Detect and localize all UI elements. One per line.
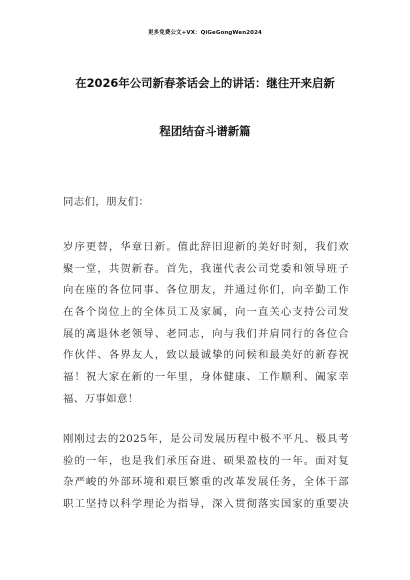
paragraph-line: 福！祝大家在新的一年里，身体健康、工作顺利、阖家幸 [63,371,349,384]
paragraph-line: 作伙伴、各界友人，致以最诚挚的问候和最美好的新春祝 [63,349,349,362]
greeting: 同志们，朋友们： [63,196,150,208]
paragraph-line: 在各个岗位上的全体员工及家属，向一直关心支持公司发 [63,306,349,319]
document-title-line-2: 程团结奋斗谱新篇 [159,124,251,138]
paragraph-1 [63,237,349,411]
paragraph-line: 福、万事如意！ [63,392,139,405]
paragraph-line: 杂严峻的外部环境和艰巨繁重的改革发展任务，全体干部 [63,476,349,489]
paragraph-line: 职工坚持以科学理论为指导，深入贯彻落实国家的重要决 [63,498,349,511]
paragraph-line: 验的一年，也是我们承压奋进、硕果盈枝的一年。面对复 [63,454,349,467]
page-header: 更多免费公文+VX：QiGeGongWen2024 [148,30,262,36]
paragraph-line: 向在座的各位同事、各位朋友，并通过你们，向辛勤工作 [63,284,349,297]
document-title-line-1: 在2026年公司新春茶话会上的讲话：继往开来启新 [75,76,335,90]
paragraph-line: 岁序更替，华章日新。值此辞旧迎新的美好时刻，我们欢 [63,241,349,253]
paragraph-line: 展的离退休老领导、老同志，向与我们并肩同行的各位合 [63,327,349,340]
paragraph-2 [63,429,349,516]
paragraph-line: 刚刚过去的2025年，是公司发展历程中极不平凡、极具考 [63,433,349,445]
paragraph-line: 聚一堂，共贺新春。首先，我谨代表公司党委和领导班子 [63,262,349,275]
